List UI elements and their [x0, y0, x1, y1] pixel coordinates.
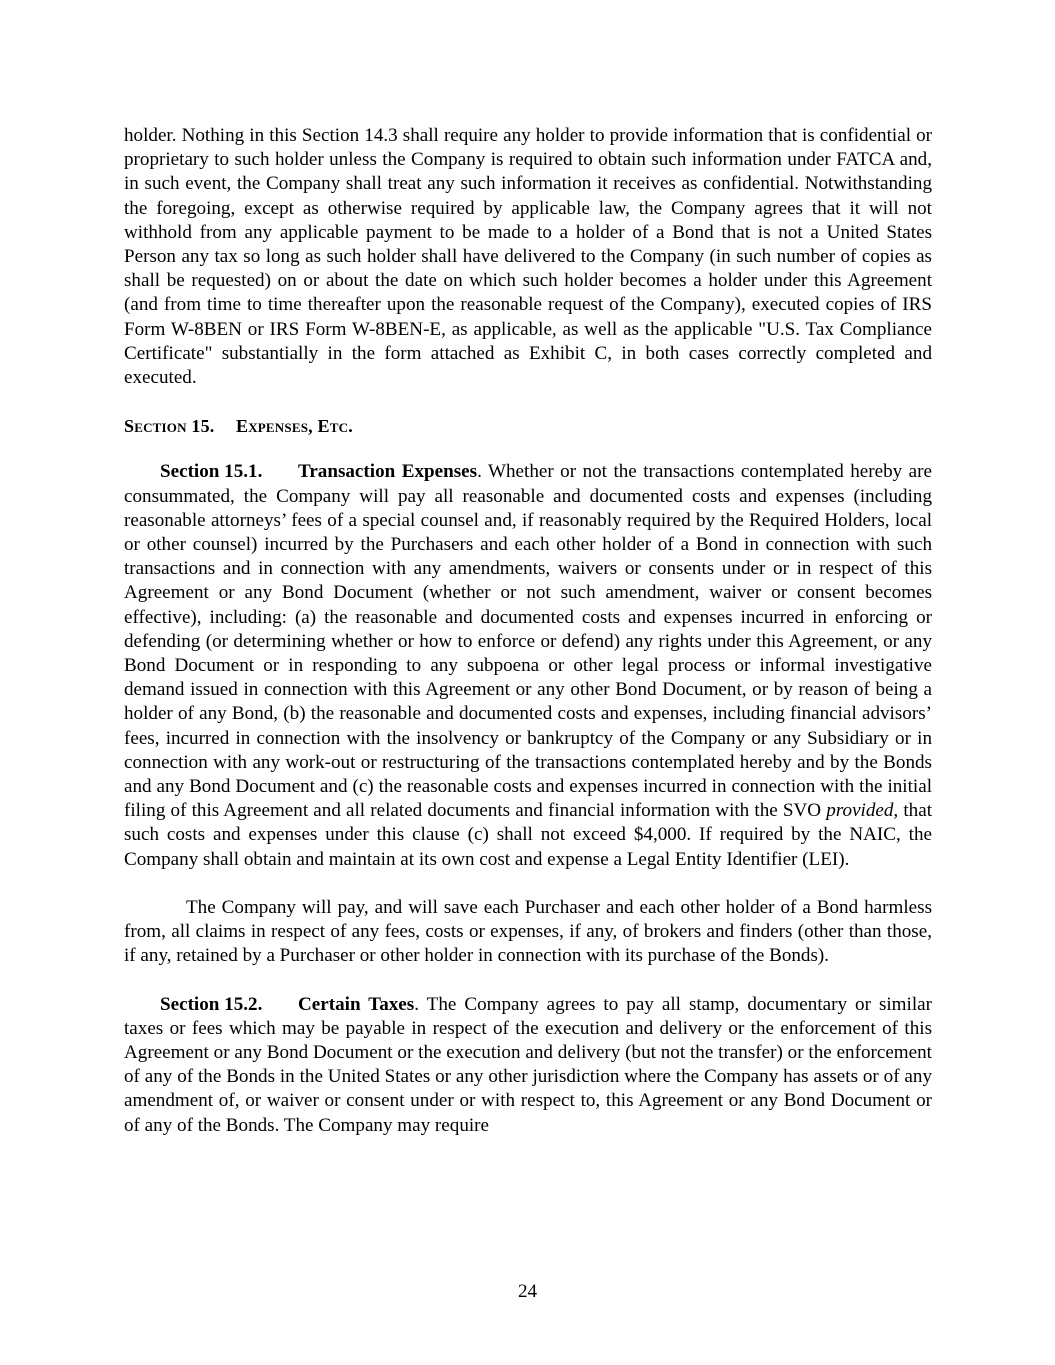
section-15-1-title: Transaction Expenses — [298, 461, 478, 483]
section-15-1-second-paragraph: The Company will pay, and will save each Purchaser and each other holder of a Bond harmless from, all claims in respect of any fees, costs or expenses, if any, of brokers and finders (other than those, if any, retained by a Purchaser or other holder in connection with its purchase of the Bonds). — [124, 896, 932, 967]
section-15-2-paragraph — [124, 993, 932, 1138]
section-heading-number: Section 15. — [124, 416, 215, 437]
section-15-1-number: Section 15.1. — [160, 461, 263, 483]
section-15-2-body: The Company agrees to pay all stamp, documentary or similar taxes or fees which may be payable in respect of the execution and delivery or the enforcement of this Agreement or any Bond Document or the execution and delivery (but not the transfer) or the enforcement of any of the Bonds in the United States or any other jurisdiction where the Company has assets or of any amendment of, or waiver or consent under or with respect to, this Agreement or any Bond Document or of any of the Bonds. The Company may require — [124, 993, 932, 1136]
continuation-paragraph: holder. Nothing in this Section 14.3 shall require any holder to provide information that is confidential or proprietary to such holder unless the Company is required to obtain such information under FATCA and, in such event, the Company shall treat any such information it receives as confidential. Notwithstanding the foregoing, except as otherwise required by applicable law, the Company agrees that it will not withhold from any applicable payment to be made to a holder of a Bond that is not a United States Person any tax so long as such holder shall have delivered to the Company (in such number of copies as shall be requested) on or about the date on which such holder becomes a holder under this Agreement (and from time to time thereafter upon the reasonable request of the Company), executed copies of IRS Form W-8BEN or IRS Form W-8BEN-E, as applicable, as well as the applicable "U.S. Tax Compliance Certificate" substantially in the form attached as Exhibit C, in both cases correctly completed and executed. — [124, 125, 932, 389]
section-15-1-body-part2: that such costs and expenses under this clause (c) shall not exceed $4,000. If required by the NAIC, the Company shall obtain and maintain at its own cost and expense a Legal Entity Identifier (LEI). — [124, 800, 933, 870]
section-15-2-title-period: . — [414, 993, 419, 1015]
page-number: 24 — [517, 1281, 538, 1302]
section-15-1-title-period: . — [477, 461, 482, 483]
section-15-1-paragraph — [124, 460, 932, 871]
section-15-2-number: Section 15.2. — [160, 993, 263, 1015]
provided-term: provided, — [826, 800, 899, 822]
section-15-2-title: Certain Taxes — [298, 993, 415, 1015]
document-page — [124, 124, 932, 1138]
section-heading-title: Expenses, Etc. — [236, 416, 353, 437]
section-15-1-body-part1: Whether or not the transactions contemplated hereby are consummated, the Company will pay all reasonable and documented costs and expenses (including reasonable attorneys’ fees of a special counsel and, if reasonably required by the Required Holders, local or other counsel) incurred by the Purchasers and each other holder of a Bond in connection with such transactions and in connection with any amendments, waivers or consents under or in respect of this Agreement or any Bond Document (whether or not such amendment, waiver or consent becomes effective), including: (a) the reasonable and documented costs and expenses incurred in enforcing or defending (or determining whether or how to enforce or defend) any rights under this Agreement, or any Bond Document or in responding to any subpoena or other legal process or informal investigative demand issued in connection with this Agreement or any other Bond Document, or by reason of being a holder of any Bond, (b) the reasonable and documented costs and expenses, including financial advisors’ fees, incurred in connection with the insolvency or bankruptcy of the Company or any Subsidiary or in connection with any work-out or restructuring of the transactions contemplated hereby and by the Bonds and any Bond Document and (c) the reasonable costs and expenses incurred in connection with the initial filing of this Agreement and all related documents and financial information with the SVO — [124, 461, 932, 822]
section-heading — [124, 414, 932, 438]
